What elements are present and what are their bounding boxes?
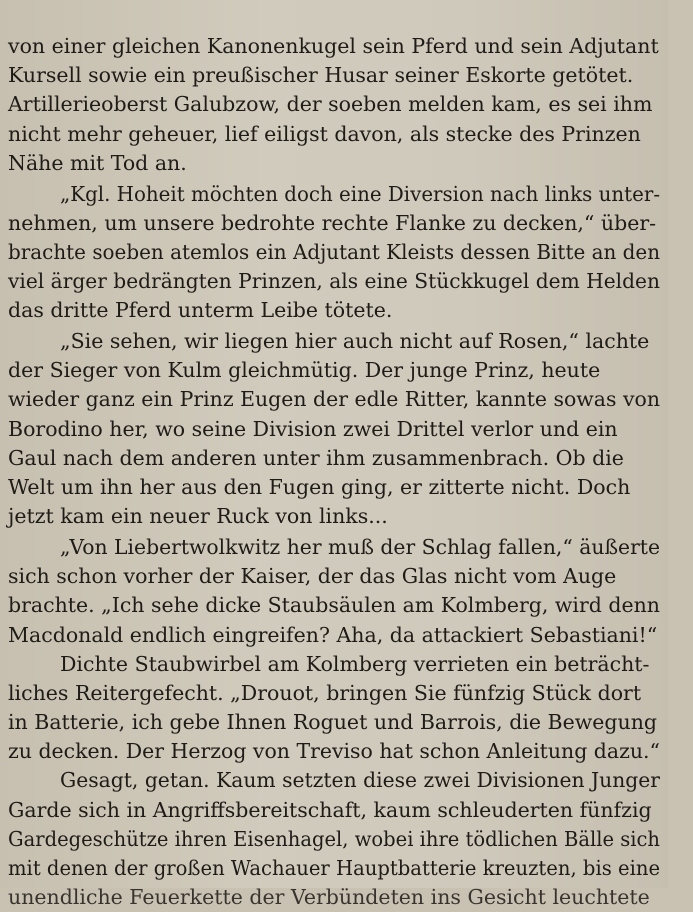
text-line: „Sie sehen, wir liegen hier auch nicht auf Rosen,“ lachte (60, 329, 650, 354)
text-line: zu decken. Der Herzog von Treviso hat schon Anleitung dazu.“ (8, 739, 660, 764)
text-line: liches Reitergefecht. „Drouot, bringen Sie fünfzig Stück dort (8, 680, 642, 705)
text-line: Nähe mit Tod an. (8, 150, 187, 175)
text-line: mit denen der großen Wachauer Hauptbatterie kreuzten, bis eine (8, 856, 661, 881)
text-line: Garde sich in Angriffsbereitschaft, kaum schleuderten fünfzig (8, 797, 652, 822)
text-line: der Sieger von Kulm gleichmütig. Der junge Prinz, heute (8, 358, 601, 383)
text-line: Welt um ihn her aus den Fugen ging, er zitterte nicht. Doch (8, 475, 631, 499)
text-line: Gesagt, getan. Kaum setzten diese zwei Divisionen Junger (60, 768, 661, 793)
text-line: brachte soeben atemlos ein Adjutant Kleists dessen Bitte an den (8, 239, 661, 264)
text-line: wieder ganz ein Prinz Eugen der edle Ritter, kannte sowas von (8, 387, 660, 412)
text-line: von einer gleichen Kanonenkugel sein Pferd und sein Adjutant (8, 34, 659, 58)
text-line: viel ärger bedrängten Prinzen, als eine Stückkugel dem Helden (8, 269, 661, 294)
text-line: unendliche Feuerkette der Verbündeten ins Gesicht leuchtete (8, 885, 650, 910)
text-line: in Batterie, ich gebe Ihnen Roguet und Barrois, die Bewegung (8, 710, 658, 735)
text-line: „Von Liebertwolkwitz her muß der Schlag fallen,“ äußerte (60, 534, 660, 559)
text-line: Borodino her, wo seine Division zwei Drittel verlor und ein (8, 416, 618, 441)
text-line: Macdonald endlich eingreifen? Aha, da attackiert Sebastiani!“ (8, 622, 658, 647)
text-line: nicht mehr geheuer, lief eiligst davon, als stecke des Prinzen (8, 121, 641, 146)
text-line: sich schon vorher der Kaiser, der das Glas nicht vom Auge (8, 564, 617, 589)
text-line: brachte. „Ich sehe dicke Staubsäulen am Kolmberg, wird denn (8, 593, 660, 618)
text-line: das dritte Pferd unterm Leibe tötete. (8, 298, 393, 323)
text-line: jetzt kam ein neuer Ruck von links... (8, 504, 388, 529)
text-line: Gaul nach dem anderen unter ihm zusammenbrach. Ob die (8, 445, 624, 470)
text-line: nehmen, um unsere bedrohte rechte Flanke zu decken,“ über- (8, 210, 657, 235)
text-line: Kursell sowie ein preußischer Husar seiner Eskorte getötet. (8, 63, 634, 88)
text-line: Artillerieoberst Galubzow, der soeben melden kam, es sei ihm (8, 92, 653, 117)
text-line: Dichte Staubwirbel am Kolmberg verrieten ein beträcht- (60, 651, 650, 676)
text-line: „Kgl. Hoheit möchten doch eine Diversion nach links unter- (60, 181, 661, 206)
body-text (8, 32, 660, 912)
text-line: Gardegeschütze ihren Eisenhagel, wobei ihre tödlichen Bälle sich (8, 826, 660, 851)
